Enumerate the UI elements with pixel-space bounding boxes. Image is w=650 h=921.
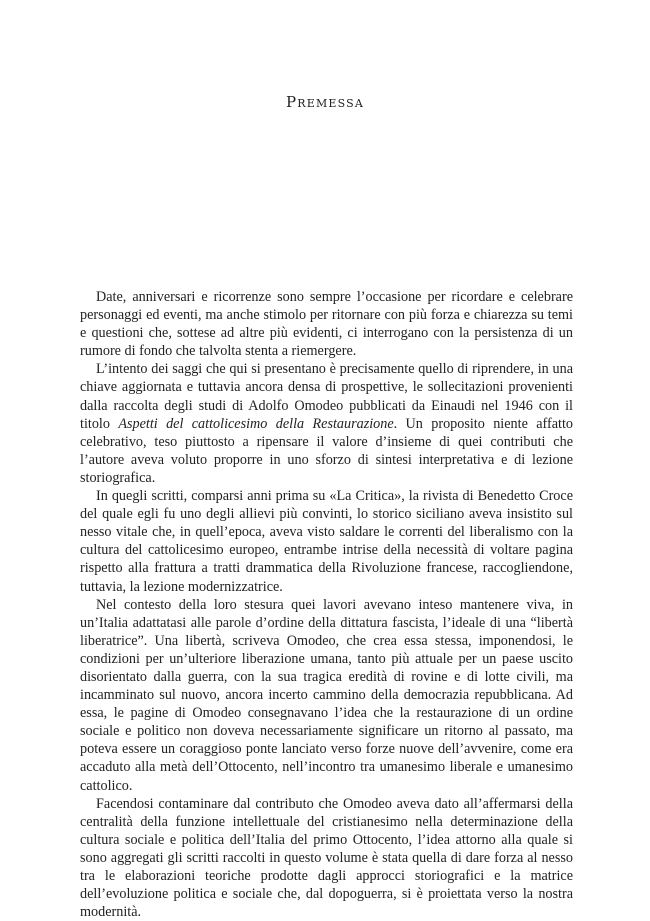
paragraph-3-text: In quegli scritti, comparsi anni prima su «La Critica», la rivista di Benedetto Croce del quale egli fu uno degli allievi più convinti, lo storico siciliano aveva insistito sul nesso vitale che, in quell’epoca, aveva visto saldare le correnti del liberalismo con la cultura del cattolicesimo europeo, entrambe intrise della necessità di voltare pagina rispetto alla frattura a tratti drammatica della Rivoluzione francese, raccogliendone, tuttavia, la lezione modernizzatrice.: [80, 488, 573, 595]
book-title-italic: Aspetti del cattolicesimo della Restaurazione: [118, 415, 394, 432]
page-title: Premessa: [285, 93, 365, 111]
paragraph-4: [80, 596, 573, 795]
paragraph-1-text: Date, anniversari e ricorrenze sono sempre l’occasione per ricordare e celebrare personaggi ed eventi, ma anche stimolo per ritornare con più forza e chiarezza su temi e questioni che, sottese ad altre più evidenti, ci interrogano con la persistenza di un rumore di fondo che talvolta stenta a riemergere.: [80, 289, 573, 360]
paragraph-3: [80, 487, 573, 596]
paragraph-2-text-a: L’intento dei saggi che qui si presentano è precisamente quello di riprendere, in una chiave aggiornata e tuttavia ancora densa di prospettive, le sollecitazioni provenienti dalla raccolta degli studi di Adolfo Omodeo pubblicati da Einaudi nel 1946 con il titolo: [80, 361, 573, 432]
paragraph-1: [80, 288, 573, 360]
paragraph-2: [80, 360, 573, 487]
paragraph-4-text: Nel contesto della loro stesura quei lavori avevano inteso mantenere viva, in un’Italia adattatasi alle parole d’ordine della dittatura fascista, l’ideale di una “libertà liberatrice”. Una libertà, scriveva Omodeo, che crea essa stessa, imponendosi, le condizioni per un’ulteriore liberazione umana, tanto più attuale per un paese uscito disorientato dalla guerra, con la sua tragica eredità di rovine e di lotte civili, ma incamminato sul nuovo, ancora incerto cammino della democrazia repubblicana. Ad essa, le pagine di Omodeo consegnavano l’idea che la restaurazione di un ordine sociale e politico non doveva necessariamente significare un ritorno al passato, ma poteva essere un coraggioso ponte lanciato verso forze nuove dell’avvenire, come era accaduto alla metà dell’Ottocento, nell’incontro tra umanesimo liberale e umanesimo cattolico.: [80, 596, 573, 794]
paragraph-5: [80, 795, 573, 921]
body-text: [80, 288, 573, 921]
paragraph-5-text: Facendosi contaminare dal contributo che Omodeo aveva dato all’affermarsi della centralità della funzione intellettuale del cristianesimo nella determinazione della cultura sociale e politica dell’Italia del primo Ottocento, l’idea attorno alla quale si sono aggregati gli scritti raccolti in questo volume è stata quella di dare forza al nesso tra le elaborazioni teoriche prodotte dagli approcci storiografici e la matrice dell’evoluzione politica e sociale che, dal dopoguerra, si è proiettata verso la nostra modernità.: [80, 795, 573, 921]
paragraph-2-text-b: . Un proposito niente affatto celebrativo, teso piuttosto a ripensare il valore d’insieme di quei contributi che l’autore aveva voluto proporre in uno sforzo di sintesi interpretativa e di lezione storiografica.: [80, 415, 573, 486]
